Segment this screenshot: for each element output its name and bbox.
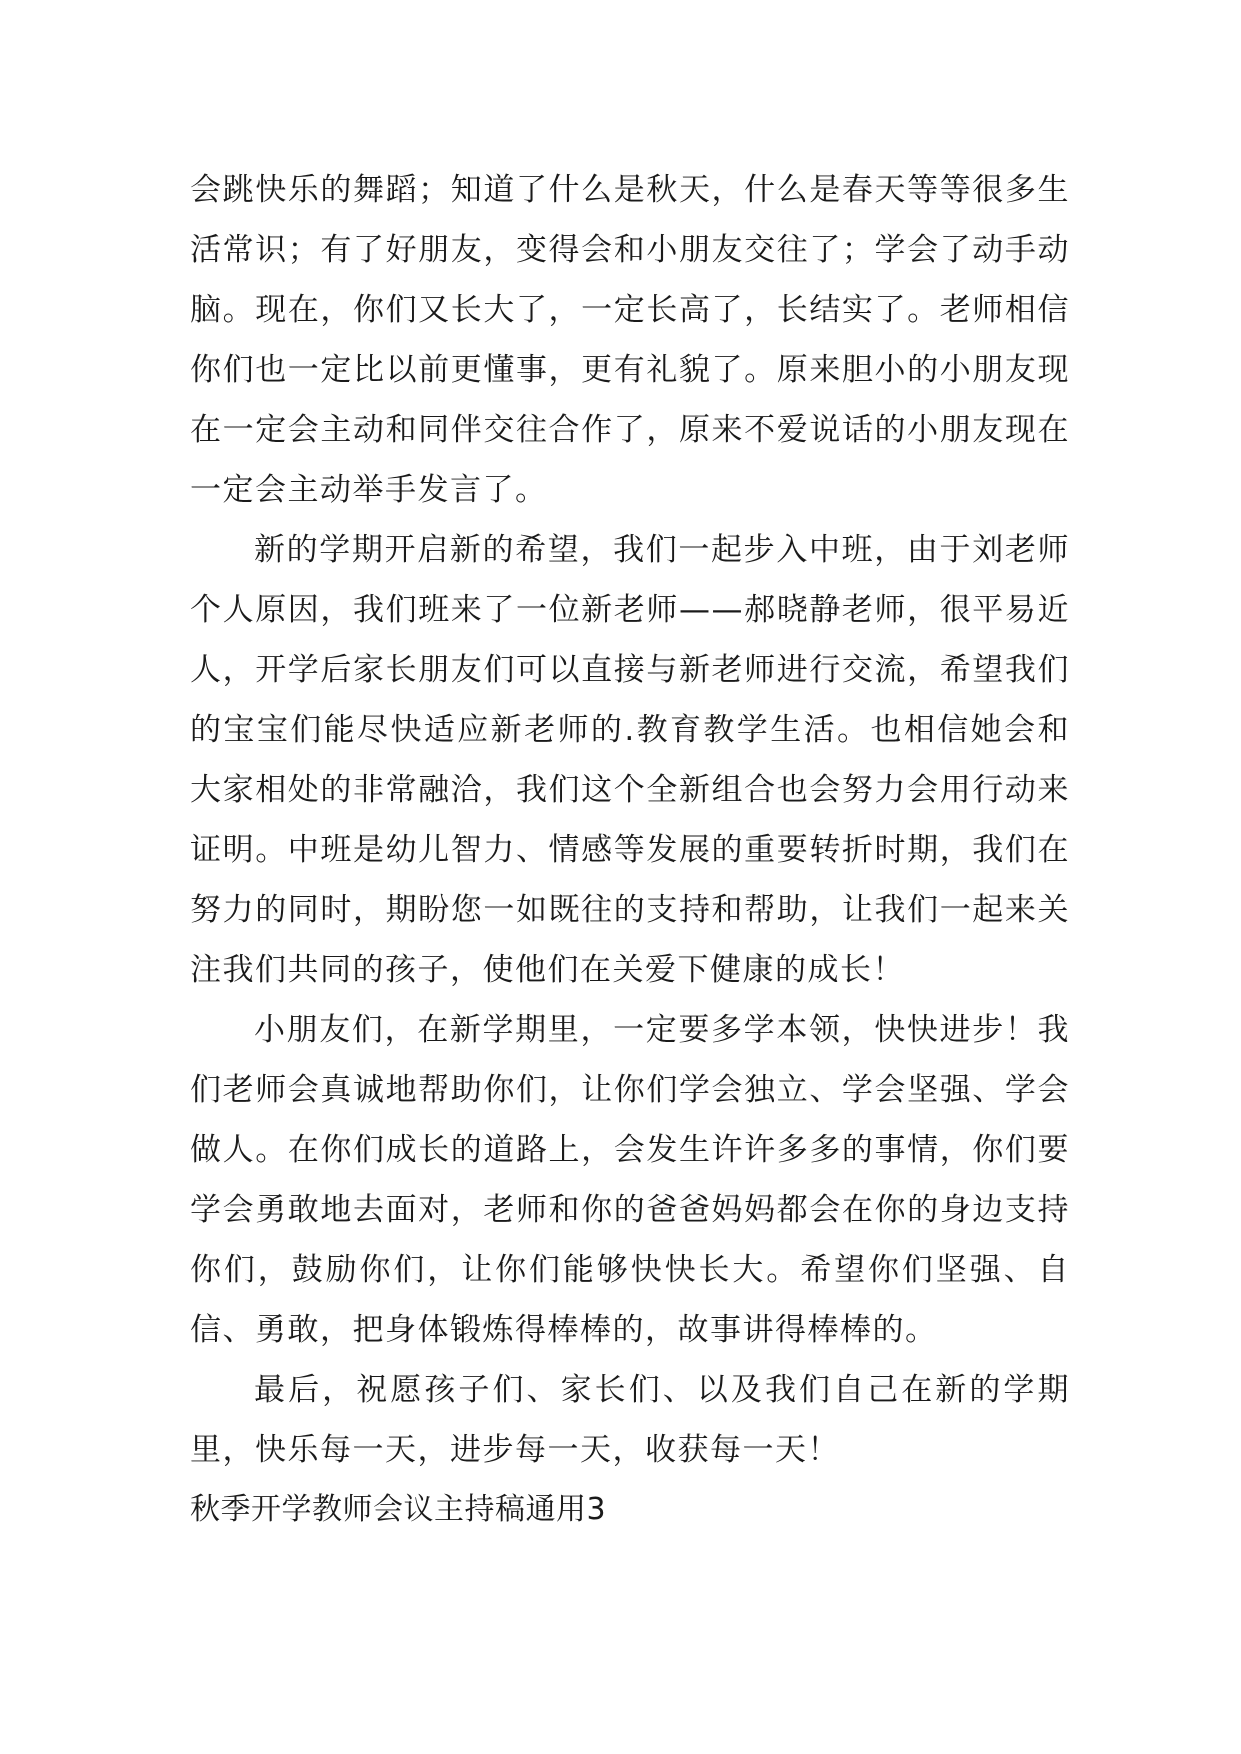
paragraph-1: 会跳快乐的舞蹈；知道了什么是秋天，什么是春天等等很多生活常识；有了好朋友，变得会和小朋友交往了；学会了动手动脑。现在，你们又长大了，一定长高了，长结实了。老师相信你们也一定比以前更懂事，更有礼貌了。原来胆小的小朋友现在一定会主动和同伴交往合作了，原来不爱说话的小朋友现在一定会主动举手发言了。 <box>190 172 1070 508</box>
paragraph-3: 小朋友们，在新学期里，一定要多学本领，快快进步！我们老师会真诚地帮助你们，让你们学会独立、学会坚强、学会做人。在你们成长的道路上，会发生许许多多的事情，你们要学会勇敢地去面对，老师和你的爸爸妈妈都会在你的身边支持你们，鼓励你们，让你们能够快快长大。希望你们坚强、自信、勇敢，把身体锻炼得棒棒的，故事讲得棒棒的。 <box>190 1012 1070 1348</box>
paragraph-2: 新的学期开启新的希望，我们一起步入中班，由于刘老师个人原因，我们班来了一位新老师——郝晓静老师，很平易近人，开学后家长朋友们可以直接与新老师进行交流，希望我们的宝宝们能尽快适应新老师的.教育教学生活。也相信她会和大家相处的非常融洽，我们这个全新组合也会努力会用行动来证明。中班是幼儿智力、情感等发展的重要转折时期，我们在努力的同时，期盼您一如既往的支持和帮助，让我们一起来关注我们共同的孩子，使他们在关爱下健康的成长！ <box>190 532 1070 988</box>
document-body <box>190 160 1070 1540</box>
paragraph-4: 最后，祝愿孩子们、家长们、以及我们自己在新的学期里，快乐每一天，进步每一天，收获每一天！ <box>190 1372 1070 1468</box>
section-heading: 秋季开学教师会议主持稿通用3 <box>190 1492 607 1527</box>
